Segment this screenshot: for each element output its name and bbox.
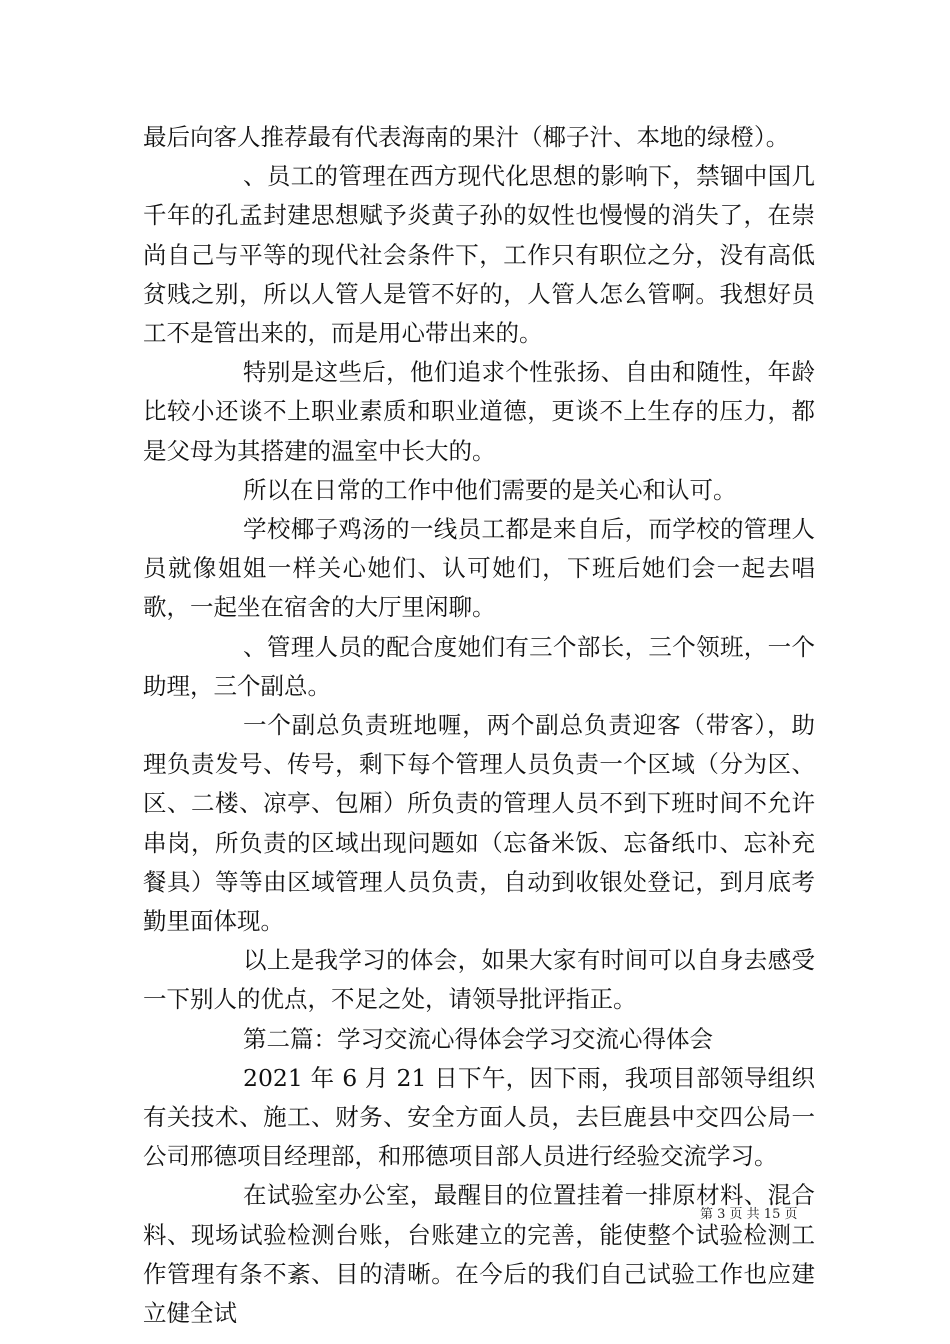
section-heading: 第二篇：学习交流心得体会学习交流心得体会 [243,1024,713,1053]
paragraph-1: 最后向客人推荐最有代表海南的果汁（椰子汁、本地的绿橙）。 [143,123,790,151]
paragraph-6: 、管理人员的配合度她们有三个部长，三个领班，一个助理，三个副总。 [143,632,815,700]
paragraph-8: 以上是我学习的体会，如果大家有时间可以自身去感受一下别人的优点，不足之处，请领导批评指正。 [143,946,815,1014]
paragraph-2: 、员工的管理在西方现代化思想的影响下，禁锢中国几千年的孔孟封建思想赋予炎黄子孙的奴性也慢慢的消失了，在崇尚自己与平等的现代社会条件下，工作只有职位之分，没有高低贫贱之别，所以人管人是管不好的，人管人怎么管啊。我想好员工不是管出来的，而是用心带出来的。 [143,162,815,348]
paragraph-4: 所以在日常的工作中他们需要的是关心和认可。 [243,475,737,504]
document-body [143,118,815,1333]
paragraph-7: 一个副总负责班地喱，两个副总负责迎客（带客），助理负责发号、传号，剩下每个管理人员负责一个区域（分为区、区、二楼、凉亭、包厢）所负责的管理人员不到下班时间不允许串岗，所负责的区域出现问题如（忘备米饭、忘备纸巾、忘补充餐具）等等由区域管理人员负责，自动到收银处登记，到月底考勤里面体现。 [143,711,815,936]
paragraph-10: 2021 年 6 月 21 日下午，因下雨，我项目部领导组织有关技术、施工、财务、安全方面人员，去巨鹿县中交四公局一公司邢德项目经理部，和邢德项目部人员进行经验交流学习。 [143,1063,815,1171]
paragraph-3: 特别是这些后，他们追求个性张扬、自由和随性，年龄比较小还谈不上职业素质和职业道德，更谈不上生存的压力，都是父母为其搭建的温室中长大的。 [143,358,815,465]
page-number-footer: 第 3 页 共 15 页 [700,1207,798,1222]
paragraph-5: 学校椰子鸡汤的一线员工都是来自后，而学校的管理人员就像姐姐一样关心她们、认可她们，下班后她们会一起去唱歌，一起坐在宿舍的大厅里闲聊。 [143,515,815,622]
paragraph-11: 在试验室办公室，最醒目的位置挂着一排原材料、混合料、现场试验检测台账，台账建立的完善，能使整个试验检测工作管理有条不紊、目的清晰。在今后的我们自己试验工作也应建立健全试 [143,1181,815,1328]
